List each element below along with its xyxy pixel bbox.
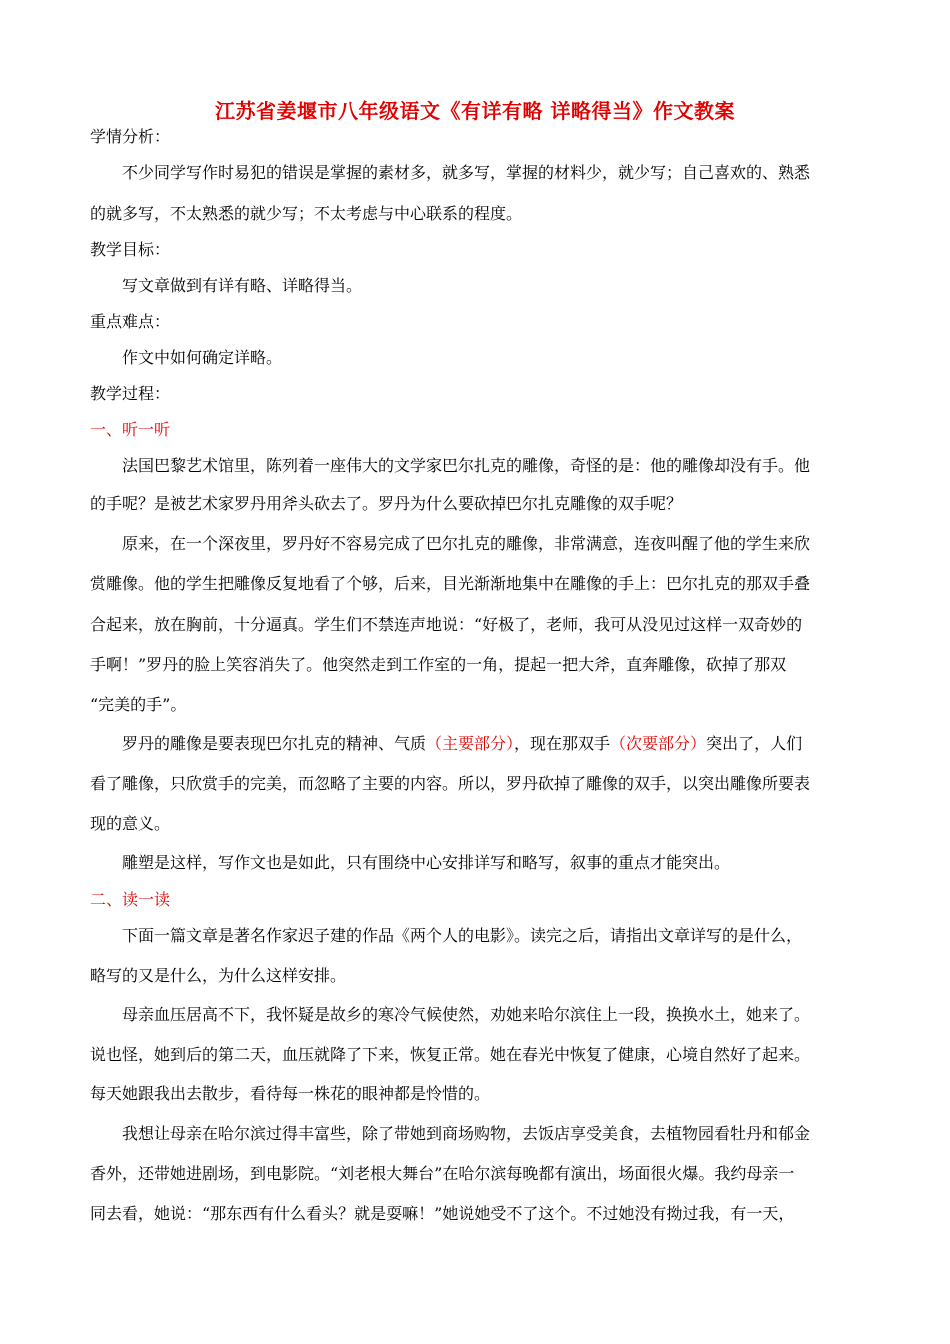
paragraph-line: 说也怪，她到后的第二天，血压就降了下来，恢复正常。她在春光中恢复了健康，心境自然好了起来。	[90, 1045, 811, 1064]
key-text: 作文中如何确定详略。	[122, 348, 283, 367]
paragraph-line: 现的意义。	[90, 814, 171, 833]
annotation-minor-part: （次要部分）	[610, 734, 707, 753]
paragraph-line: 下面一篇文章是著名作家迟子建的作品《两个人的电影》。读完之后，请指出文章详写的是什么，	[122, 926, 803, 945]
paragraph-line: 略写的又是什么，为什么这样安排。	[90, 966, 347, 985]
paragraph-line: 合起来，放在胸前，十分逼真。学生们不禁连声地说：“好极了，老师，我可从没见过这样一双奇妙的	[90, 615, 803, 634]
situation-heading: 学情分析：	[90, 127, 171, 146]
paragraph-line: 看了雕像，只欣赏手的完美，而忽略了主要的内容。所以，罗丹砍掉了雕像的双手，以突出雕像所要表	[90, 774, 811, 793]
text-segment: 突出了，人们	[706, 734, 803, 753]
text-segment: ，现在那双手	[514, 734, 611, 753]
paragraph-line: 香外，还带她进剧场，到电影院。“刘老根大舞台”在哈尔滨每晚都有演出，场面很火爆。我约母亲一	[90, 1164, 795, 1183]
text-segment: 罗丹的雕像是要表现巴尔扎克的精神、气质	[122, 734, 427, 753]
annotation-main-part: （主要部分）	[426, 734, 515, 753]
paragraph-line: 不少同学写作时易犯的错误是掌握的素材多，就多写，掌握的材料少，就少写；自己喜欢的、熟悉	[122, 163, 811, 182]
section-heading: 二、读一读	[90, 890, 171, 909]
paragraph-line-mixed	[122, 733, 950, 755]
paragraph-line: 雕塑是这样，写作文也是如此，只有围绕中心安排详写和略写，叙事的重点才能突出。	[122, 853, 731, 872]
paragraph-line: 的就多写，不太熟悉的就少写；不太考虑与中心联系的程度。	[90, 204, 523, 223]
paragraph-line: 原来，在一个深夜里，罗丹好不容易完成了巴尔扎克的雕像，非常满意，连夜叫醒了他的学生来欣	[122, 534, 811, 553]
goal-text: 写文章做到有详有略、详略得当。	[122, 276, 363, 295]
process-heading: 教学过程：	[90, 384, 171, 403]
paragraph-line: 我想让母亲在哈尔滨过得丰富些，除了带她到商场购物，去饭店享受美食，去植物园看牡丹和郁金	[122, 1124, 811, 1143]
key-heading: 重点难点：	[90, 312, 171, 331]
section-heading: 一、听一听	[90, 420, 171, 439]
paragraph-line: 母亲血压居高不下，我怀疑是故乡的寒冷气候使然，劝她来哈尔滨住上一段，换换水土，她来了。	[122, 1005, 811, 1024]
paragraph-line: 每天她跟我出去散步，看待每一株花的眼神都是怜惜的。	[90, 1084, 491, 1103]
paragraph-line: 同去看，她说：“那东西有什么看头？就是耍嘛！”她说她受不了这个。不过她没有拗过我，有一天，	[90, 1204, 795, 1223]
goal-heading: 教学目标：	[90, 240, 171, 259]
paragraph-line: 手啊！”罗丹的脸上笑容消失了。他突然走到工作室的一角，提起一把大斧，直奔雕像，砍掉了那双	[90, 655, 787, 674]
paragraph-line: 法国巴黎艺术馆里，陈列着一座伟大的文学家巴尔扎克的雕像，奇怪的是：他的雕像却没有手。他	[122, 456, 811, 475]
document-title: 江苏省姜堰市八年级语文《有详有略 详略得当》作文教案	[215, 99, 735, 123]
paragraph-line: 的手呢？是被艺术家罗丹用斧头砍去了。罗丹为什么要砍掉巴尔扎克雕像的双手呢？	[90, 494, 683, 513]
paragraph-line: “完美的手”。	[90, 695, 187, 714]
paragraph-line: 赏雕像。他的学生把雕像反复地看了个够，后来，目光渐渐地集中在雕像的手上：巴尔扎克的那双手叠	[90, 574, 811, 593]
